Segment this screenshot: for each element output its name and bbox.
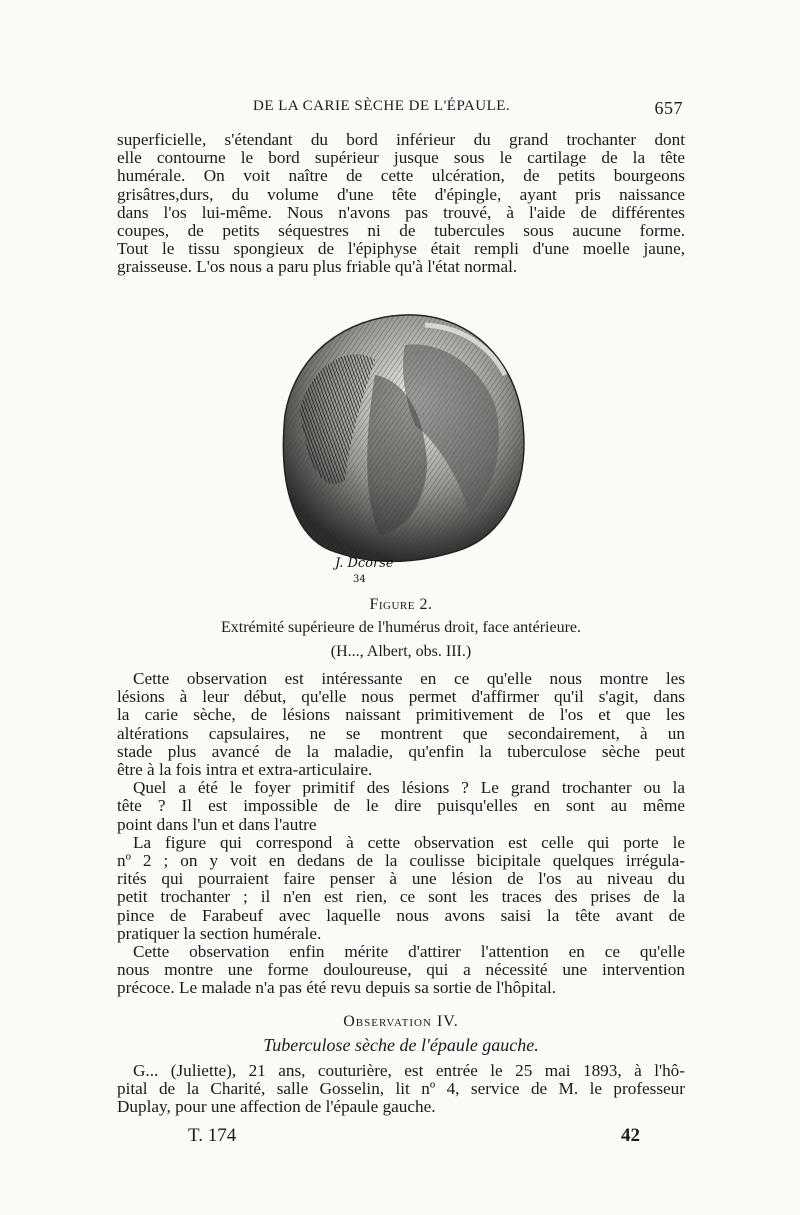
text-line: être à la fois intra et extra-articulaire. [117, 761, 373, 780]
text-line: stade plus avancé de la maladie, qu'enfin la tuberculose sèche peut [117, 742, 685, 761]
text-line: nous montre une forme douloureuse, qui a nécessité une intervention [117, 961, 685, 980]
observation-subtitle: Tuberculose sèche de l'épaule gauche. [263, 1035, 539, 1055]
signature-mark: 42 [621, 1125, 640, 1146]
text-line: Duplay, pour une affection de l'épaule gauche. [117, 1098, 436, 1117]
text-line: précoce. Le malade n'a pas été revu depuis sa sortie de l'hôpital. [117, 979, 557, 998]
running-title: DE LA CARIE SÈCHE DE L'ÉPAULE. [253, 98, 511, 114]
paragraph-6 [117, 1062, 685, 1117]
text-line: pince de Farabeuf avec laquelle nous avons saisi la tête avant de [117, 906, 685, 925]
text-line: la carie sèche, de lésions naissant primitivement de l'os et que les [117, 706, 685, 725]
text-line: rités qui pourraient faire penser à une lésion de l'os au niveau du [117, 870, 685, 889]
page-number: 657 [654, 98, 683, 118]
text-line: dans l'os lui-même. Nous n'avons pas trouvé, à l'aide de différentes [117, 203, 685, 222]
artist-signature-number: 34 [353, 574, 366, 585]
text-line: coupes, de petits séquestres ni de tubercules sous aucune forme. [117, 222, 685, 241]
paragraph-2 [117, 670, 685, 998]
figure-label: Figure 2. [369, 596, 433, 613]
volume-label: T. 174 [188, 1125, 237, 1146]
text-line: tête ? Il est impossible de le dire puisqu'elles en sont au même [117, 797, 685, 816]
humerus-drawing [255, 305, 545, 587]
text-line: graisseuse. L'os nous a paru plus friable qu'à l'état normal. [117, 258, 518, 277]
text-line: Quel a été le foyer primitif des lésions ? Le grand trochanter ou la [133, 779, 685, 798]
text-line: superficielle, s'étendant du bord inférieur du grand trochanter dont [117, 131, 685, 149]
text-line: grisâtres,durs, du volume d'une tête d'épingle, ayant pris naissance [117, 185, 685, 204]
text-line: pital de la Charité, salle Gosselin, lit nº 4, service de M. le professeur [117, 1080, 685, 1099]
text-line: humérale. On voit naître de cette ulcération, de petits bourgeons [117, 167, 685, 186]
figure-source: (H..., Albert, obs. III.) [330, 643, 472, 660]
text-line: G... (Juliette), 21 ans, couturière, est entrée le 25 mai 1893, à l'hô- [133, 1062, 685, 1080]
text-line: Cette observation est intéressante en ce qu'elle nous montre les [133, 670, 685, 688]
text-line: petit trochanter ; il n'en est rien, ce sont les traces des prises de la [117, 888, 685, 907]
text-line: Tout le tissu spongieux de l'épiphyse était rempli d'une moelle jaune, [117, 240, 685, 259]
observation-title: Observation IV. [343, 1013, 459, 1030]
text-line: Cette observation enfin mérite d'attirer l'attention en ce qu'elle [133, 943, 685, 962]
text-line: nº 2 ; on y voit en dedans de la coulisse bicipitale quelques irrégula- [117, 852, 685, 871]
text-line: pratiquer la section humérale. [117, 924, 322, 943]
artist-signature: J. Dcorse [335, 556, 394, 571]
figure-caption: Extrémité supérieure de l'humérus droit, face antérieure. [220, 619, 582, 636]
humerus-illustration [255, 305, 545, 587]
text-line: La figure qui correspond à cette observation est celle qui porte le [133, 833, 685, 852]
paragraph-1 [117, 131, 685, 277]
text-line: lésions à leur début, qu'elle nous permet d'affirmer qu'il s'agit, dans [117, 688, 685, 707]
text-line: altérations capsulaires, ne se montrent que secondairement, à un [117, 724, 685, 743]
text-line: point dans l'un et dans l'autre [117, 815, 317, 834]
text-line: elle contourne le bord supérieur jusque sous le cartilage de la tête [117, 149, 685, 168]
